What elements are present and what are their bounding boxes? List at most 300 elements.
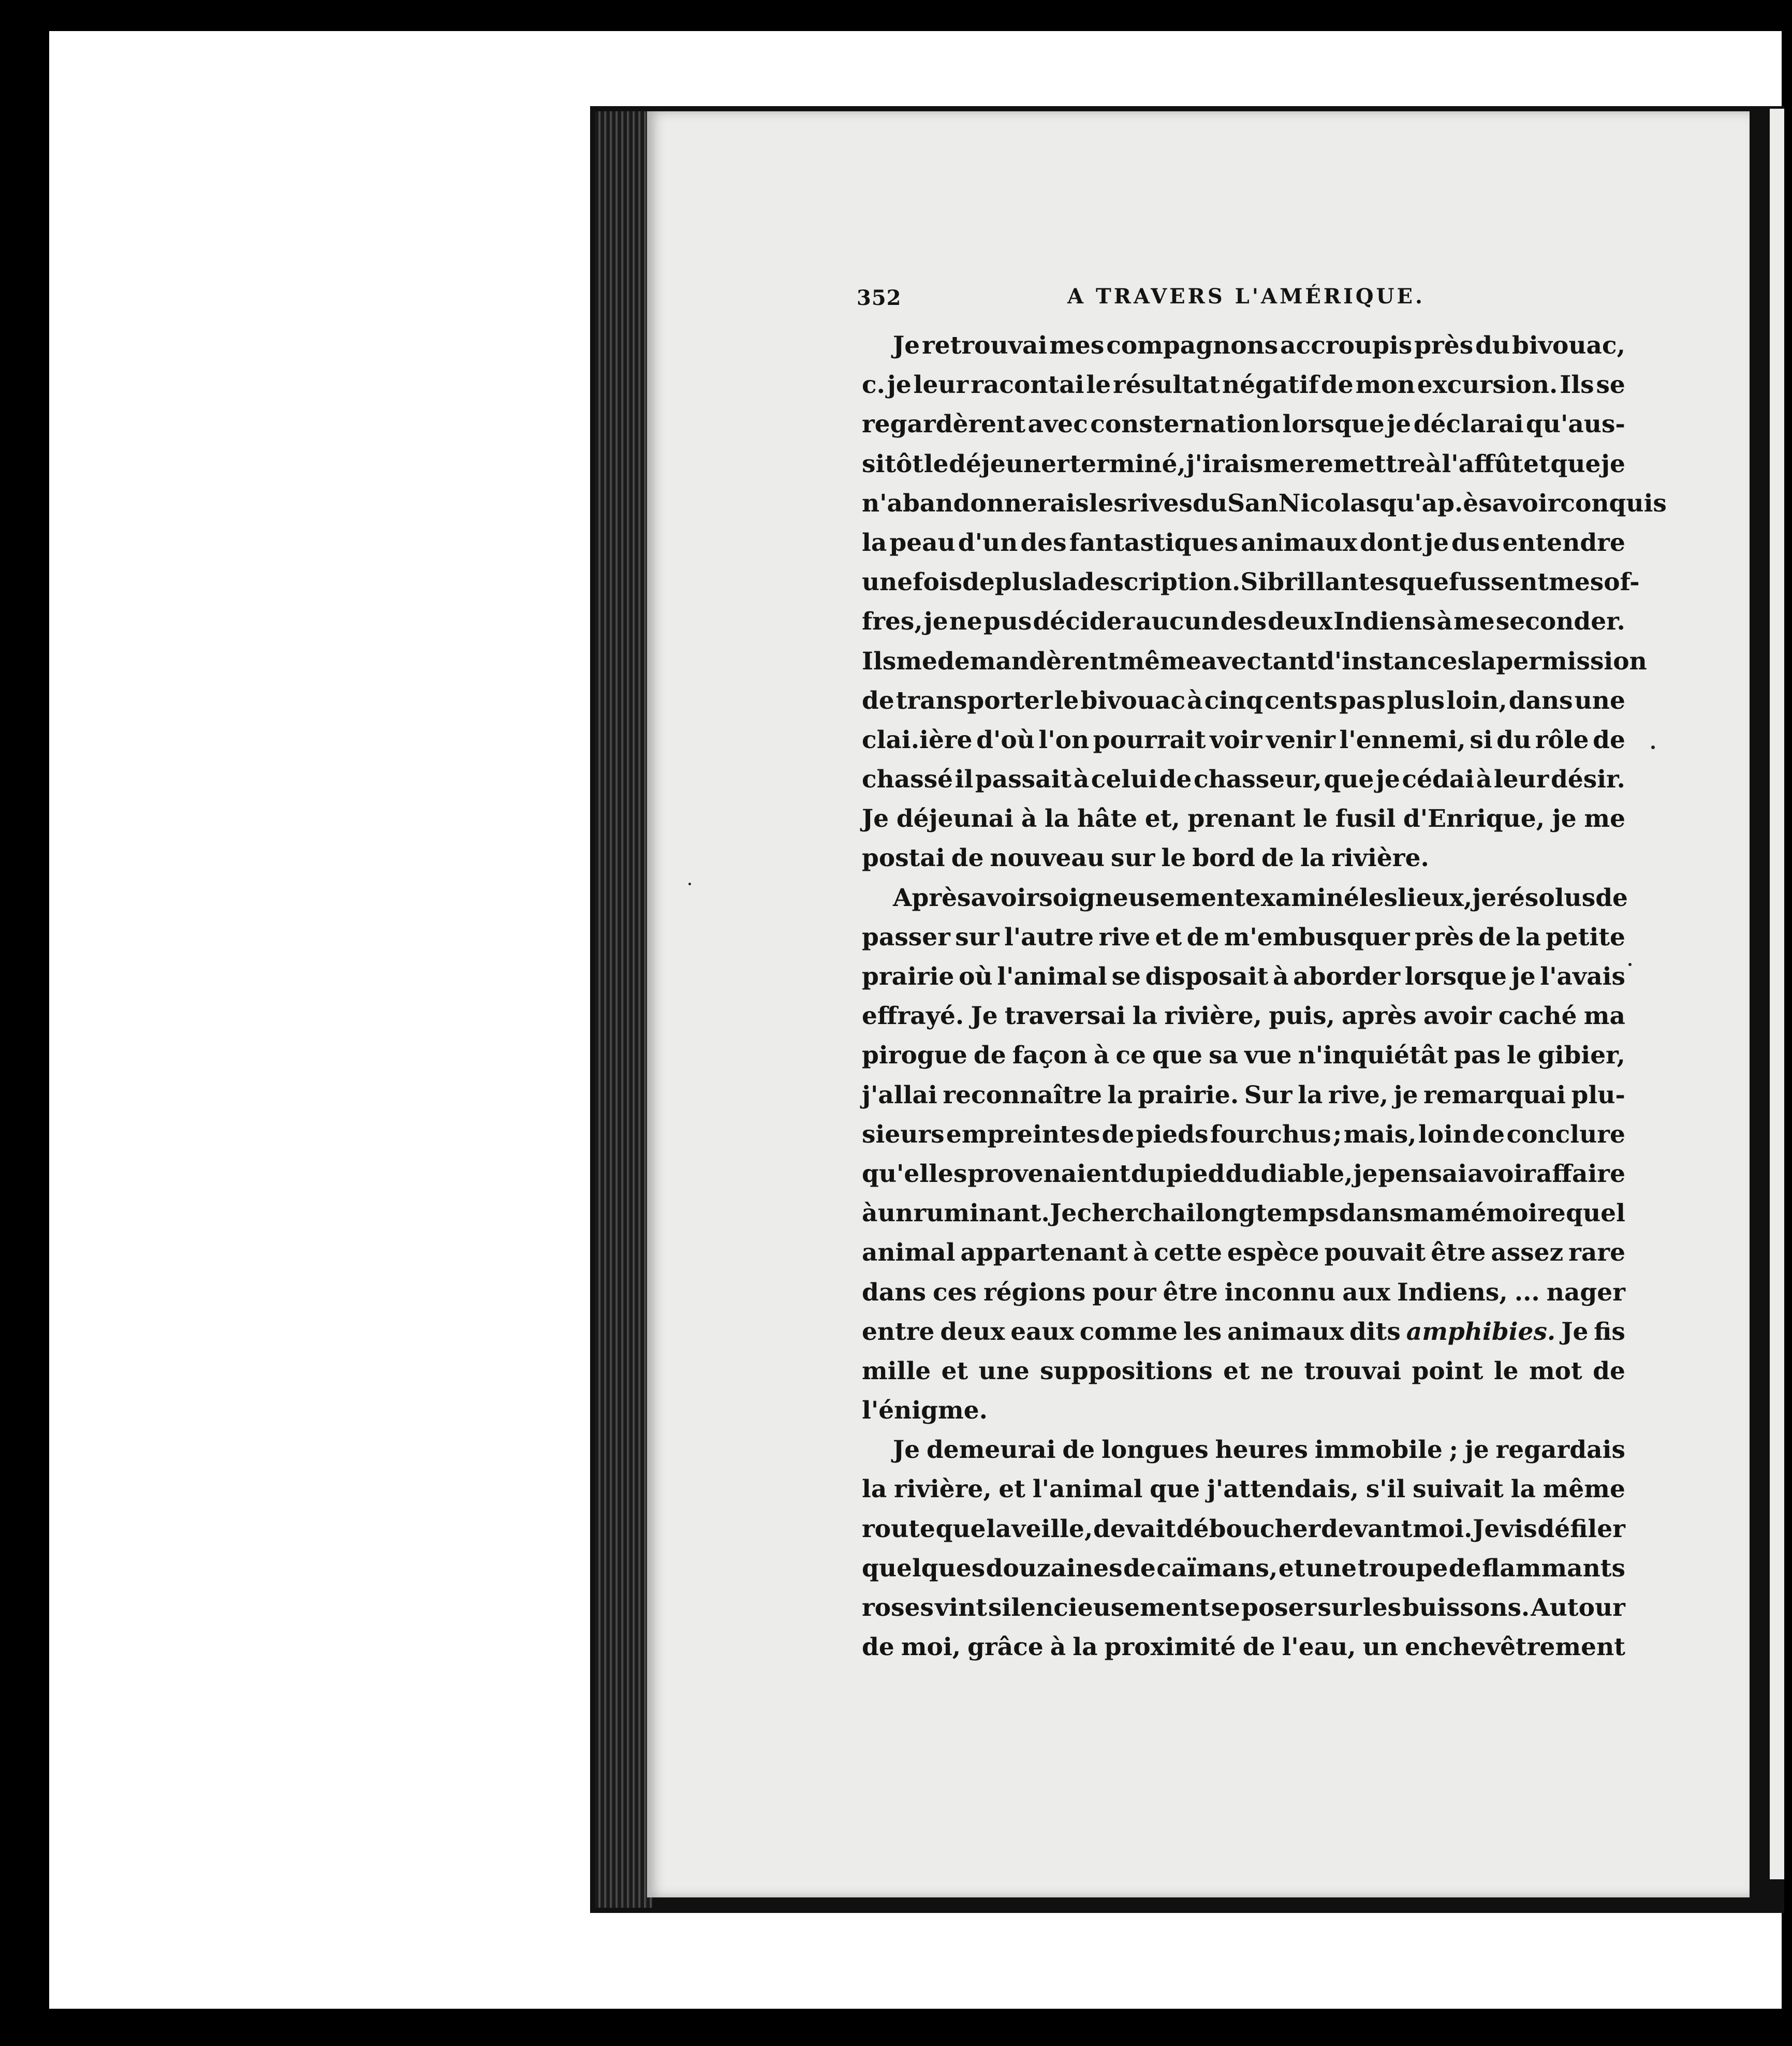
word: de [951,844,984,873]
word: la [862,1475,887,1504]
word: mon [1355,371,1415,400]
word: terminé, [1069,449,1186,478]
page-number: 352 [857,286,902,310]
word: voir [1210,725,1262,754]
word: aborder [1293,962,1401,991]
word: mot [1529,1356,1582,1385]
word: vint [934,1594,987,1622]
word: petite [1545,923,1625,952]
word: traversai [1004,1002,1126,1031]
word: et [941,1356,968,1385]
word: s'il [1365,1475,1406,1504]
word: Autour [1531,1594,1625,1622]
word: prairie [862,962,954,991]
word: me [1453,607,1495,636]
word: San [1227,489,1279,518]
word: l'on [1038,725,1090,754]
word: la [1073,1633,1098,1662]
word: Je [971,1002,998,1031]
word: à [1426,449,1442,478]
word: déclarai [1413,410,1524,439]
word: enchevêtrement [1405,1633,1625,1662]
word: un [877,1199,914,1228]
word: loin, [1446,686,1507,715]
word: regardais [1495,1436,1625,1465]
word: rôle [1535,725,1589,754]
word: qu'aus- [1525,410,1625,439]
word: m'embusquer [1224,923,1410,952]
word: passait [975,765,1072,794]
page-stack-edge [595,111,652,1908]
word: il [954,765,974,794]
word: pirogue [862,1041,967,1070]
word: roses [862,1594,934,1622]
word: rive, [1328,1080,1389,1109]
word: je [1552,805,1577,834]
word: fis [1594,1317,1625,1346]
word: Je [862,805,889,834]
word: dans [1339,1199,1403,1228]
word: la [1516,923,1541,952]
word: à [1273,962,1289,991]
word: entendre [1502,528,1625,557]
word: ces [932,1278,977,1307]
word: se [1111,962,1141,991]
word: je [1472,883,1497,912]
word: postai [862,844,945,873]
word: douzaines [986,1554,1123,1583]
word: du [1225,1159,1260,1188]
word: venir [1266,725,1335,754]
word: moi. [1413,1514,1473,1543]
text-line [862,721,1625,760]
word: buissons. [1402,1594,1530,1622]
word: suivait [1413,1475,1504,1504]
word: leur [1493,765,1549,794]
word: et [1223,1356,1250,1385]
text-line [862,1391,1625,1430]
word: proximité [1104,1633,1236,1662]
text-line [862,1430,1625,1470]
word: remarquai [1423,1080,1566,1109]
word: d'un [958,528,1018,557]
word: la [1052,568,1078,597]
word: fourchus [1210,1120,1331,1149]
word: prenant [1187,805,1296,834]
word: vue [1244,1041,1292,1070]
word: assez [1491,1238,1564,1267]
text-line [862,1470,1625,1509]
word: de [1186,923,1220,952]
word: retrouvai [922,331,1048,360]
text-line [862,405,1625,444]
word: et [1155,923,1182,952]
word: n'abandonnerais [862,489,1089,518]
word: une [1574,686,1625,715]
word: que [1150,1475,1200,1504]
word: amphibies. [1406,1317,1556,1346]
word: ma [1403,1199,1445,1228]
word: de [1242,1633,1275,1662]
word: la [862,528,887,557]
word: rivière, [1164,1002,1262,1031]
word: Je [1050,1199,1077,1228]
word: sitôt [862,449,924,478]
word: fres, [862,607,923,636]
word: avoir [971,883,1039,912]
word: résolus [1496,883,1596,912]
word: empreintes [946,1120,1100,1149]
word: ne [949,607,982,636]
word: clai.ière [862,725,973,754]
word: conquis [1560,489,1667,518]
word: à [1436,607,1453,636]
word: fantastiques [1069,528,1239,557]
word: passer [862,923,950,952]
word: nager [1546,1278,1625,1307]
word: d'où [976,725,1035,754]
word: la [1132,1002,1158,1031]
word: diable, [1260,1159,1353,1188]
text-line [862,1588,1625,1628]
word: devant [1321,1514,1413,1543]
word: aux [1342,1278,1390,1307]
word: de [1448,1554,1481,1583]
text-line [862,1233,1625,1273]
text-line [862,484,1667,523]
word: l'animal [1032,1475,1143,1504]
word: pas [1454,1041,1501,1070]
word: accroupis [1280,331,1413,360]
word: résultat [1113,371,1221,400]
word: pieds [1136,1120,1209,1149]
word: j'attendais, [1207,1475,1359,1504]
body-text [862,326,1667,1667]
word: racontai [971,371,1084,400]
word: à [1050,1633,1066,1662]
text-line [862,642,1647,681]
word: d'Enrique, [1403,805,1545,834]
word: mille [862,1356,931,1385]
word: bivouac [1080,686,1186,715]
text-line [862,1076,1625,1115]
word: route [862,1514,935,1543]
word: la [1107,1080,1133,1109]
word: leur [913,371,969,400]
word: comme [1079,1317,1178,1346]
text-line [862,1510,1625,1549]
word: de [1123,1554,1156,1583]
word: la [1471,647,1496,676]
word: fussent [1449,568,1549,597]
word: moi, [901,1633,961,1662]
word: cinq [1204,686,1264,715]
word: l'affût [1442,449,1523,478]
word: une [1305,1554,1357,1583]
text-line [862,760,1625,799]
word: soigneusement [1039,883,1245,912]
word: ce [1115,1041,1146,1070]
word: se [1211,1594,1241,1622]
word: se [1596,371,1625,400]
word: quel [1566,1199,1625,1228]
word: Si [1240,568,1268,597]
word: sur [1317,1594,1362,1622]
word: me [896,647,937,676]
word: veille, [1011,1514,1093,1543]
word: permission [1496,647,1647,676]
word: Sur [1244,1080,1292,1109]
word: je [1375,765,1400,794]
word: être [1431,1238,1486,1267]
word: hâte [1077,805,1138,834]
word: Indiens, [1397,1278,1508,1307]
word: et [1523,449,1550,478]
text-line [862,1312,1625,1352]
word: les [1183,1317,1222,1346]
word: je [1601,449,1625,478]
word: du [1475,331,1510,360]
word: même [1543,1475,1625,1504]
word: affaire [1536,1159,1625,1188]
word: Après [893,883,971,912]
word: grâce [967,1633,1044,1662]
word: régions [983,1278,1086,1307]
word: façon [1012,1041,1088,1070]
word: de [1593,1356,1625,1385]
word: des [1220,607,1267,636]
text-line [862,799,1625,839]
word: chasseur, [1194,765,1322,794]
word: devait [1093,1514,1177,1543]
word: l'eau, [1282,1633,1356,1662]
text-line [862,602,1625,641]
word: les [1359,883,1398,912]
word: prairie. [1138,1080,1239,1109]
word: déboucher [1176,1514,1321,1543]
word: une [978,1356,1030,1385]
text-line [862,523,1625,563]
word: mémoire [1445,1199,1566,1228]
word: de [1261,844,1294,873]
word: je [1424,528,1449,557]
word: avoir [1492,489,1561,518]
word: brillantes [1267,568,1399,597]
word: de [1593,725,1625,754]
word: heures [1215,1436,1308,1465]
word: peau [889,528,956,557]
word: la [1510,1475,1536,1504]
word: rive [1098,923,1151,952]
word: près [1414,331,1474,360]
word: examiné [1245,883,1359,912]
word: flammants [1482,1554,1625,1583]
word: le [1054,686,1079,715]
word: de [1101,1120,1135,1149]
word: du [1130,1159,1166,1188]
word: compagnons [1106,331,1279,360]
text-line [862,1194,1625,1233]
word: tant [1261,647,1318,676]
word: le [1161,844,1186,873]
word: ... [1514,1278,1540,1307]
word: déjeuner [949,449,1069,478]
word: de [962,568,995,597]
word: le [1086,371,1111,400]
word: la [1300,844,1326,873]
word: le [923,449,949,478]
word: inconnu [1224,1278,1336,1307]
word: bord [1192,844,1256,873]
word: avoir [1423,1002,1492,1031]
word: dans [862,1278,926,1307]
word: cette [1154,1238,1223,1267]
word: caché [1498,1002,1577,1031]
word: à [1187,686,1203,715]
word: qu'ap.ès [1379,489,1492,518]
word: seconder. [1495,607,1625,636]
word: rives [1127,489,1193,518]
word: avoir [1467,1159,1536,1188]
word: deux [940,1317,1005,1346]
word: que [935,1514,986,1543]
word: suppositions [1040,1356,1213,1385]
word: de [862,1633,894,1662]
word: le [1493,1356,1519,1385]
word: l'énigme. [862,1396,988,1425]
word: rivière. [1331,844,1429,873]
word: Je [1473,1514,1500,1543]
word: je [1353,1159,1378,1188]
speck-mark [1628,963,1632,966]
word: l'animal [997,962,1107,991]
word: après [1342,1002,1417,1031]
word: Je [893,331,920,360]
word: celui [1091,765,1158,794]
word: l'ennemi, [1339,725,1466,754]
word: bivouac, [1512,331,1625,360]
word: à [1476,765,1492,794]
word: consternation [1090,410,1280,439]
word: vis [1500,1514,1537,1543]
word: pied [1166,1159,1225,1188]
word: animal [862,1238,956,1267]
word: je [1393,1080,1418,1109]
word: où [959,962,993,991]
word: appartenant [960,1238,1128,1267]
word: Nicolas [1278,489,1380,518]
word: de [1320,371,1354,400]
word: je [923,607,948,636]
word: et [1278,1554,1305,1583]
text-line [862,366,1625,405]
word: plus [994,568,1053,597]
word: Je [1561,1317,1589,1346]
word: fois [913,568,963,597]
word: mes [1049,331,1105,360]
word: de [1062,1436,1095,1465]
word: entre [862,1317,935,1346]
word: animaux [1227,1317,1344,1346]
word: à [1133,1238,1149,1267]
text-line [862,326,1625,366]
word: plu- [1571,1080,1625,1109]
running-title: A TRAVERS L'AMÉRIQUE. [1067,284,1425,309]
word: Je [893,1436,920,1465]
word: eaux [1010,1317,1074,1346]
word: de [1595,883,1628,912]
text-line [862,1549,1625,1588]
word: ruminant. [913,1199,1050,1228]
text-line [862,1115,1625,1154]
word: avec [1027,410,1088,439]
word: poser [1241,1594,1317,1622]
text-line [862,879,1628,918]
word: rare [1568,1238,1625,1267]
word: à [1021,805,1037,834]
word: à [862,1199,878,1228]
word: caïmans, [1156,1554,1278,1583]
word: longues [1101,1436,1209,1465]
word: pour [1092,1278,1156,1307]
word: la [986,1514,1011,1543]
text-line [862,997,1625,1036]
word: sieurs [862,1120,945,1149]
word: je [1511,962,1536,991]
word: gibier, [1537,1041,1625,1070]
word: l'avais [1540,962,1625,991]
word: immobile [1314,1436,1443,1465]
word: transporter [895,686,1053,715]
text-line [862,563,1640,602]
word: espèce [1227,1238,1319,1267]
word: pus [983,607,1032,636]
word: reconnaître [943,1080,1103,1109]
word: loin [1418,1120,1471,1149]
word: chassé [862,765,953,794]
word: cherchai [1077,1199,1196,1228]
word: dus [1451,528,1500,557]
word: c. [862,371,885,400]
word: désir. [1550,765,1625,794]
word: dans [1508,686,1573,715]
word: être [1163,1278,1218,1307]
word: un [1362,1633,1399,1662]
word: que [1399,568,1449,597]
word: je [1464,1436,1489,1465]
word: mes [1549,568,1604,597]
word: pensai [1378,1159,1467,1188]
word: ; [1333,1120,1342,1149]
text-line [862,1352,1625,1391]
word: pouvait [1324,1238,1426,1267]
word: décider [1033,607,1135,636]
word: point [1412,1356,1483,1385]
word: défiler [1537,1514,1625,1543]
word: cédai [1402,765,1475,794]
word: effrayé. [862,1002,964,1031]
word: demandèrent [937,647,1119,676]
text-line [862,957,1625,997]
word: Ils [1560,371,1594,400]
word: du [1496,725,1532,754]
word: ma [1583,1002,1625,1031]
word: animaux [1241,528,1357,557]
word: rivière, [894,1475,992,1504]
word: et, [1144,805,1180,834]
word: plus [1387,686,1445,715]
word: regardèrent [862,410,1026,439]
